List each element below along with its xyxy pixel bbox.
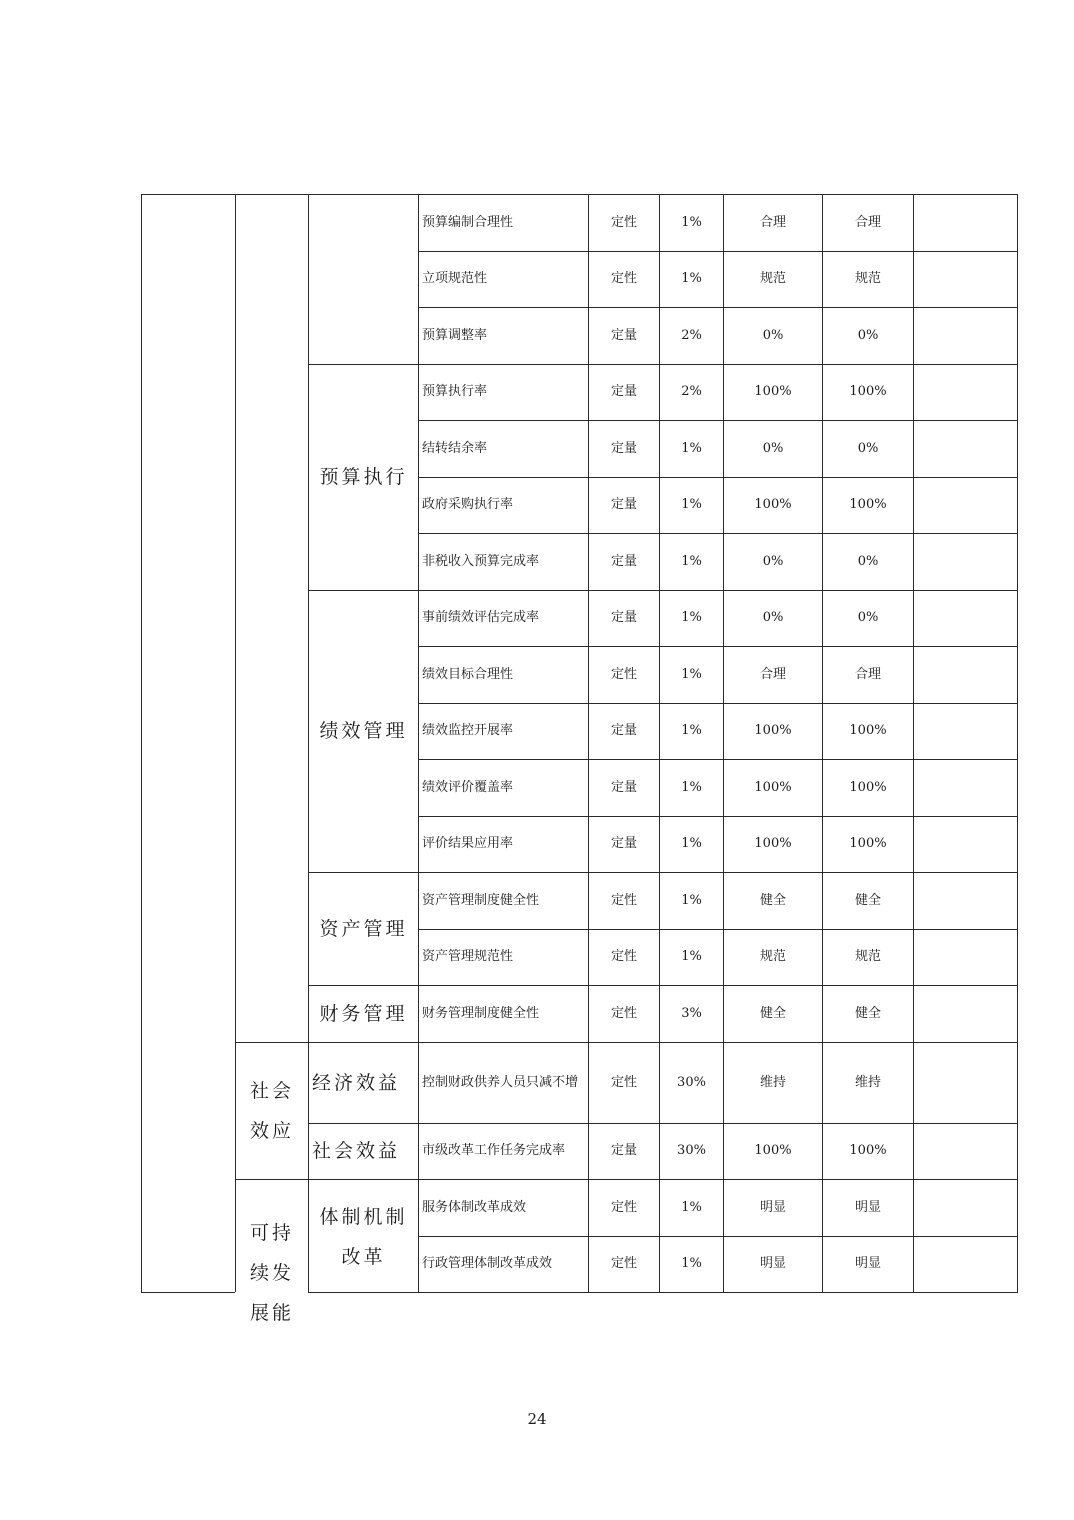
remark-cell: [913, 251, 1018, 308]
actual-cell: 100%: [822, 759, 913, 816]
remark-cell: [913, 1042, 1018, 1123]
nature-cell: 定性: [588, 194, 659, 251]
target-cell: 100%: [723, 759, 822, 816]
table-bottom-border-right: [308, 1292, 1018, 1293]
remark-cell: [913, 533, 1018, 590]
weight-cell: 1%: [659, 816, 723, 873]
target-cell: 合理: [723, 194, 822, 251]
remark-cell: [913, 1123, 1018, 1180]
nature-cell: 定量: [588, 590, 659, 647]
actual-cell: 规范: [822, 929, 913, 986]
actual-cell: 维持: [822, 1042, 913, 1123]
target-cell: 100%: [723, 1123, 822, 1180]
group-social-benefit-label: 社会效益: [312, 1140, 401, 1163]
level3-blank-cell: [308, 194, 418, 364]
level2-blank-cell: [235, 194, 308, 1042]
group-economic-benefit: [308, 1042, 418, 1123]
weight-cell: 1%: [659, 646, 723, 703]
remark-cell: [913, 759, 1018, 816]
nature-cell: 定量: [588, 816, 659, 873]
remark-cell: [913, 477, 1018, 534]
remark-cell: [913, 1179, 1018, 1236]
weight-cell: 1%: [659, 590, 723, 647]
weight-cell: 1%: [659, 1236, 723, 1293]
remark-cell: [913, 816, 1018, 873]
actual-cell: 100%: [822, 364, 913, 421]
target-cell: 100%: [723, 703, 822, 760]
indicator-cell: 服务体制改革成效: [418, 1179, 588, 1236]
group-budget-execution-label: 预算执行: [319, 466, 408, 488]
target-cell: 明显: [723, 1236, 822, 1293]
actual-cell: 合理: [822, 646, 913, 703]
group-economic-benefit-label: 经济效益: [312, 1071, 401, 1094]
nature-cell: 定性: [588, 1236, 659, 1293]
actual-cell: 100%: [822, 477, 913, 534]
nature-cell: 定量: [588, 759, 659, 816]
group-sustainability: [235, 1179, 308, 1324]
target-cell: 100%: [723, 816, 822, 873]
remark-cell: [913, 307, 1018, 364]
nature-cell: 定量: [588, 533, 659, 590]
indicator-cell: 市级改革工作任务完成率: [418, 1123, 588, 1180]
remark-cell: [913, 364, 1018, 421]
actual-cell: 0%: [822, 307, 913, 364]
nature-cell: 定量: [588, 1123, 659, 1180]
target-cell: 0%: [723, 420, 822, 477]
nature-cell: 定性: [588, 251, 659, 308]
nature-cell: 定量: [588, 703, 659, 760]
remark-cell: [913, 703, 1018, 760]
indicator-cell: 财务管理制度健全性: [418, 985, 588, 1042]
table-right-border: [1017, 194, 1018, 1292]
actual-cell: 0%: [822, 533, 913, 590]
weight-cell: 1%: [659, 420, 723, 477]
indicator-cell: 结转结余率: [418, 420, 588, 477]
group-social-benefit: [308, 1123, 418, 1180]
remark-cell: [913, 194, 1018, 251]
remark-cell: [913, 985, 1018, 1042]
weight-cell: 1%: [659, 759, 723, 816]
group-system-reform-label: 体制机制改革: [319, 1206, 408, 1268]
indicator-cell: 预算执行率: [418, 364, 588, 421]
page-number: 24: [527, 1410, 547, 1428]
weight-cell: 2%: [659, 364, 723, 421]
target-cell: 合理: [723, 646, 822, 703]
group-budget-execution: [308, 364, 418, 590]
target-cell: 0%: [723, 533, 822, 590]
target-cell: 100%: [723, 364, 822, 421]
indicator-cell: 非税收入预算完成率: [418, 533, 588, 590]
group-performance-management-label: 绩效管理: [319, 720, 408, 743]
group-sustainability-label: 可持续发展能: [249, 1222, 294, 1324]
indicator-cell: 绩效监控开展率: [418, 703, 588, 760]
nature-cell: 定性: [588, 1179, 659, 1236]
actual-cell: 合理: [822, 194, 913, 251]
indicator-cell: 事前绩效评估完成率: [418, 590, 588, 647]
actual-cell: 100%: [822, 703, 913, 760]
target-cell: 健全: [723, 985, 822, 1042]
nature-cell: 定性: [588, 985, 659, 1042]
indicator-cell: 行政管理体制改革成效: [418, 1236, 588, 1293]
target-cell: 明显: [723, 1179, 822, 1236]
nature-cell: 定量: [588, 307, 659, 364]
indicator-table: [141, 194, 1018, 1324]
weight-cell: 30%: [659, 1042, 723, 1123]
weight-cell: 1%: [659, 194, 723, 251]
nature-cell: 定性: [588, 929, 659, 986]
target-cell: 0%: [723, 307, 822, 364]
actual-cell: 0%: [822, 590, 913, 647]
group-social-effect: [235, 1042, 308, 1180]
weight-cell: 1%: [659, 929, 723, 986]
group-system-reform: [308, 1179, 418, 1292]
indicator-cell: 预算调整率: [418, 307, 588, 364]
group-social-effect-label: 社会效应: [249, 1079, 294, 1142]
actual-cell: 明显: [822, 1179, 913, 1236]
indicator-cell: 控制财政供养人员只减不增: [418, 1042, 588, 1123]
target-cell: 100%: [723, 477, 822, 534]
indicator-cell: 资产管理制度健全性: [418, 872, 588, 929]
table-bottom-border-left: [141, 1292, 235, 1293]
remark-cell: [913, 929, 1018, 986]
actual-cell: 健全: [822, 872, 913, 929]
indicator-cell: 绩效目标合理性: [418, 646, 588, 703]
actual-cell: 100%: [822, 816, 913, 873]
group-finance-management: [308, 985, 418, 1042]
indicator-cell: 立项规范性: [418, 251, 588, 308]
weight-cell: 3%: [659, 985, 723, 1042]
weight-cell: 1%: [659, 477, 723, 534]
weight-cell: 1%: [659, 703, 723, 760]
remark-cell: [913, 872, 1018, 929]
target-cell: 0%: [723, 590, 822, 647]
nature-cell: 定性: [588, 1042, 659, 1123]
group-performance-management: [308, 590, 418, 873]
weight-cell: 2%: [659, 307, 723, 364]
target-cell: 规范: [723, 251, 822, 308]
group-asset-management-label: 资产管理: [319, 918, 408, 940]
indicator-cell: 资产管理规范性: [418, 929, 588, 986]
indicator-cell: 政府采购执行率: [418, 477, 588, 534]
level1-blank-cell: [141, 194, 235, 1292]
group-finance-management-label: 财务管理: [319, 1002, 408, 1025]
target-cell: 维持: [723, 1042, 822, 1123]
nature-cell: 定量: [588, 420, 659, 477]
weight-cell: 1%: [659, 872, 723, 929]
remark-cell: [913, 590, 1018, 647]
nature-cell: 定性: [588, 872, 659, 929]
nature-cell: 定性: [588, 646, 659, 703]
remark-cell: [913, 420, 1018, 477]
weight-cell: 1%: [659, 1179, 723, 1236]
actual-cell: 100%: [822, 1123, 913, 1180]
remark-cell: [913, 646, 1018, 703]
nature-cell: 定量: [588, 364, 659, 421]
target-cell: 规范: [723, 929, 822, 986]
group-asset-management: [308, 872, 418, 985]
target-cell: 健全: [723, 872, 822, 929]
indicator-cell: 评价结果应用率: [418, 816, 588, 873]
nature-cell: 定量: [588, 477, 659, 534]
actual-cell: 明显: [822, 1236, 913, 1293]
remark-cell: [913, 1236, 1018, 1293]
weight-cell: 30%: [659, 1123, 723, 1180]
indicator-cell: 预算编制合理性: [418, 194, 588, 251]
weight-cell: 1%: [659, 251, 723, 308]
actual-cell: 0%: [822, 420, 913, 477]
actual-cell: 规范: [822, 251, 913, 308]
actual-cell: 健全: [822, 985, 913, 1042]
indicator-cell: 绩效评价覆盖率: [418, 759, 588, 816]
weight-cell: 1%: [659, 533, 723, 590]
